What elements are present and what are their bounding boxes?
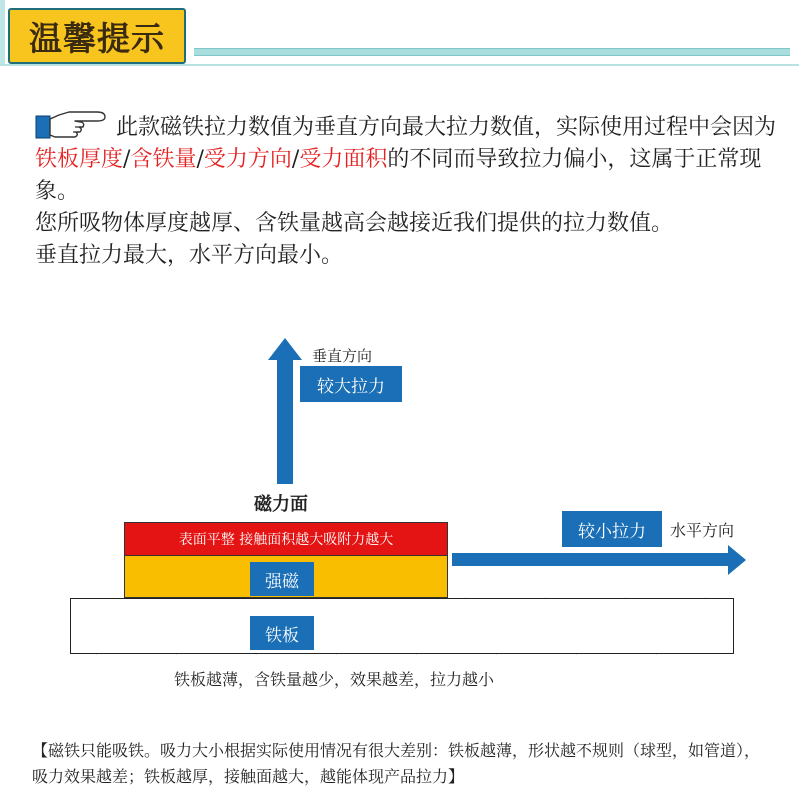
notice-keyword-force-area: 受力面积 [299,147,388,172]
iron-plate-label: 铁板 [250,616,314,650]
magnetic-face-label: 磁力面 [254,494,308,515]
notice-keyword-iron-content: 含铁量 [130,147,197,172]
notice-keyword-force-direction: 受力方向 [203,147,292,172]
smaller-force-label: 较小拉力 [562,511,662,547]
notice-separator: / [291,147,300,172]
notice-separator: / [123,147,131,172]
notice-line1-suffix: 的不同而导致拉力偏小，这属于正常现象。 [35,147,762,204]
footer-note: 【磁铁只能吸铁。吸力大小根据实际使用情况有很大差别：铁板越薄，形状越不规则（球型，如管道），吸力效果越差；铁板越厚，接触面越大，越能体现产品拉力】 [32,741,761,786]
surface-note: 表面平整 接触面积越大吸附力越大 [178,532,394,548]
strong-magnet-label: 强磁 [250,562,314,596]
notice-separator: / [196,147,204,172]
notice-line2: 您所吸物体厚度越厚、含铁量越高会越接近我们提供的拉力数值。 [35,211,674,236]
notice-line3: 垂直拉力最大，水平方向最小。 [35,243,344,268]
plate-effect-note: 铁板越薄，含铁量越少，效果越差，拉力越小 [174,670,495,689]
iron-plate [70,598,734,654]
larger-force-label: 较大拉力 [300,366,402,402]
vertical-force-arrow [268,338,302,484]
header-title: 温馨提示 [29,18,165,58]
notice-keyword-plate-thickness: 铁板厚度 [35,147,124,172]
horizontal-force-arrow [452,545,746,575]
magnet-contact-face [124,522,448,556]
vertical-direction-label: 垂直方向 [312,347,373,365]
notice-line1-prefix: 此款磁铁拉力数值为垂直方向最大拉力数值，实际使用过程中会因为 [116,115,777,140]
horizontal-direction-label: 水平方向 [670,521,735,540]
